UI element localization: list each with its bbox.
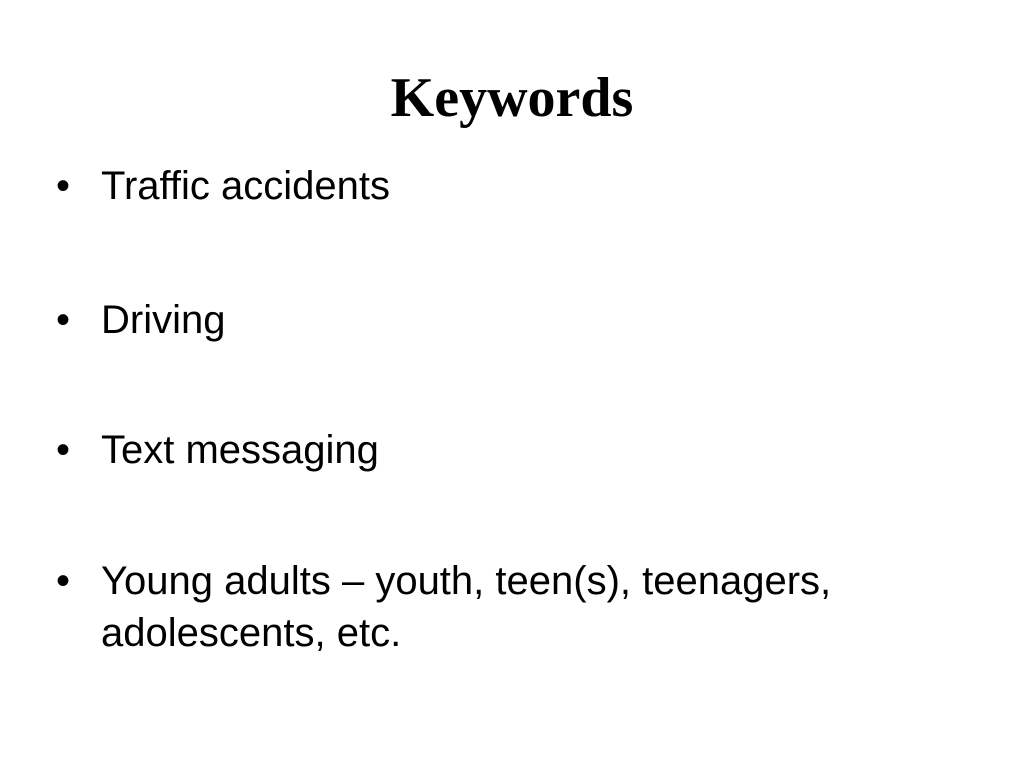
- bullet-text: Traffic accidents: [101, 164, 391, 208]
- bullet-item-driving: [56, 294, 976, 346]
- bullet-icon: •: [56, 298, 71, 342]
- bullet-icon: •: [56, 559, 71, 603]
- bullet-item-young-adults: [56, 555, 976, 659]
- bullet-icon: •: [56, 164, 71, 208]
- bullet-icon: •: [56, 428, 71, 472]
- bullet-item-text-messaging: [56, 424, 976, 476]
- bullet-text: Young adults – youth, teen(s), teenagers, adolescents, etc.: [101, 559, 832, 655]
- bullet-text: Text messaging: [101, 428, 379, 472]
- slide-title: Keywords: [390, 67, 634, 129]
- bullet-text: Driving: [101, 298, 226, 342]
- bullet-item-traffic-accidents: [56, 160, 976, 212]
